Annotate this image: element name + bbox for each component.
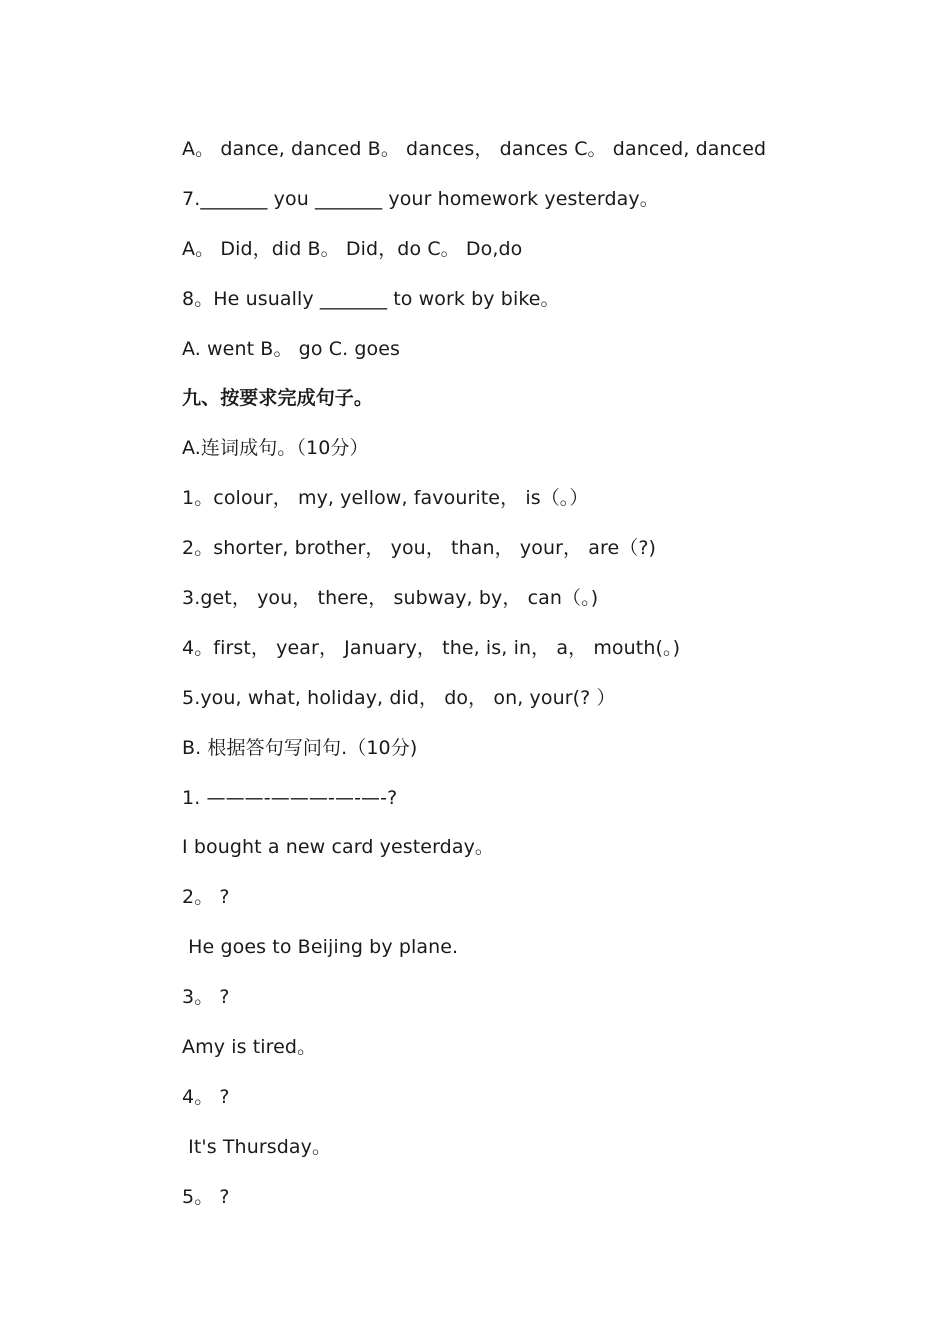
section-heading-9: 九、按要求完成句子。 — [182, 387, 374, 410]
option-line-q6: A。 dance, danced B。 dances， dances C。 danced, danced — [182, 138, 767, 160]
question-8: 8。He usually _______ to work by bike。 — [182, 287, 560, 310]
option-line-q8: A. went B。 go C. goes — [182, 337, 401, 360]
question-prompt-3: 3。 ? — [182, 986, 230, 1009]
answer-sentence-4: It's Thursday。 — [182, 1135, 332, 1158]
answer-sentence-1: I bought a new card yesterday。 — [182, 836, 495, 859]
answer-sentence-3: Amy is tired。 — [182, 1036, 317, 1059]
question-prompt-2: 2。 ? — [182, 886, 230, 909]
answer-sentence-2: He goes to Beijing by plane. — [182, 936, 459, 959]
word-order-item-1: 1。colour， my, yellow, favourite， is（。） — [182, 487, 589, 510]
option-line-q7: A。 Did，did B。 Did，do C。 Do,do — [182, 237, 523, 260]
word-order-item-5: 5.you, what, holiday, did， do， on, your(? ） — [182, 686, 616, 709]
question-7: 7._______ you _______ your homework yesterday。 — [182, 187, 659, 210]
question-prompt-4: 4。 ? — [182, 1085, 230, 1108]
subsection-a-title: A.连词成句。（10分） — [182, 437, 369, 460]
word-order-item-3: 3.get， you， there， subway, by， can（。) — [182, 587, 599, 610]
question-prompt-1: 1. ———-———-—-—-? — [182, 786, 398, 809]
question-prompt-5: 5。 ? — [182, 1185, 230, 1208]
worksheet-content — [182, 136, 902, 1234]
word-order-item-4: 4。first， year， January， the, is, in， a， mouth(。) — [182, 636, 681, 659]
subsection-b-title: B. 根据答句写问句.（10分) — [182, 736, 418, 759]
word-order-item-2: 2。shorter, brother， you， than， your， are（?) — [182, 537, 657, 560]
